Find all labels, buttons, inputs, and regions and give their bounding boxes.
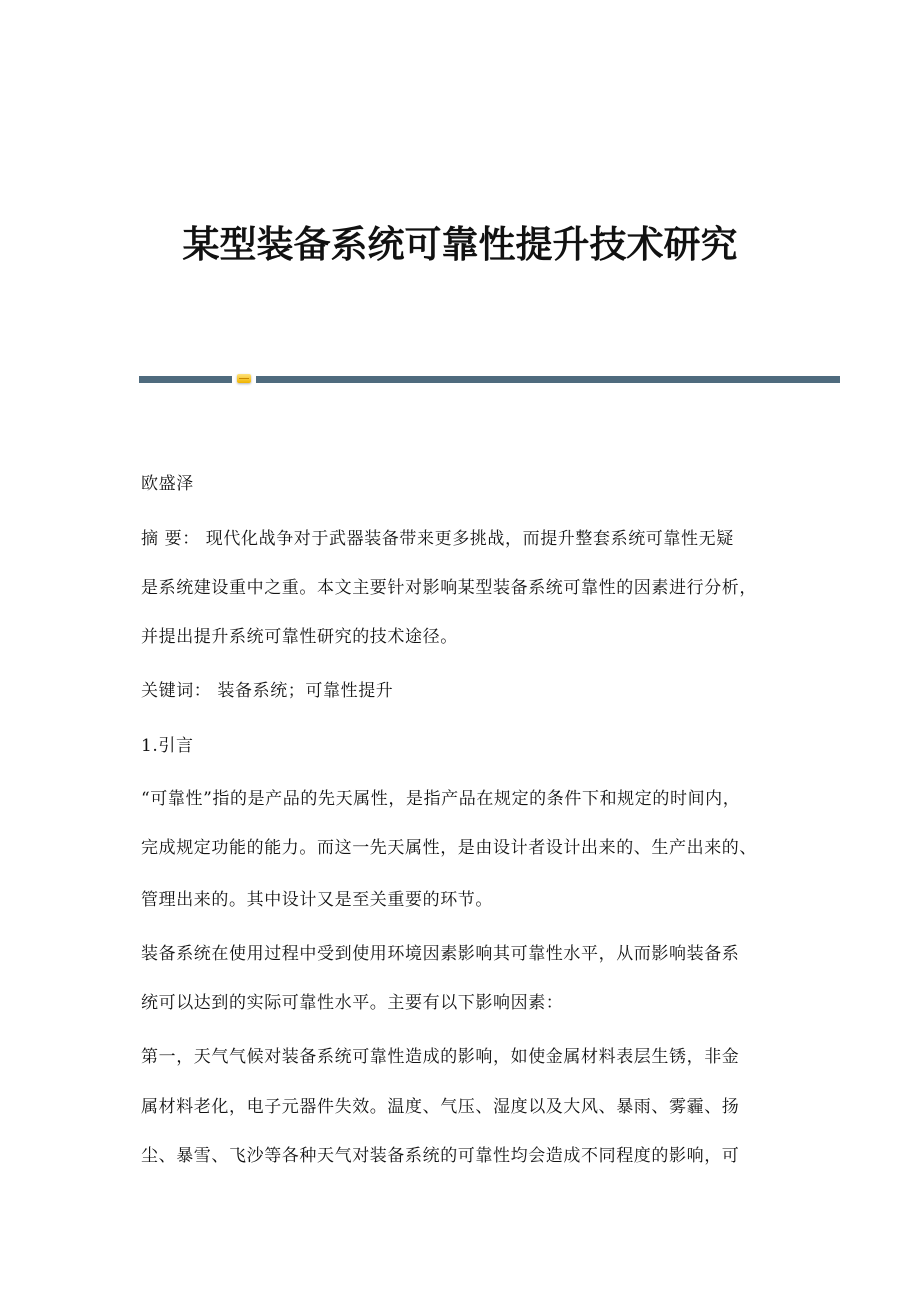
abstract-line: 是系统建设重中之重。本文主要针对影响某型装备系统可靠性的因素进行分析， [141, 578, 757, 598]
body-line: 尘、暴雪、飞沙等各种天气对装备系统的可靠性均会造成不同程度的影响，可 [141, 1146, 740, 1166]
author: 欧盛泽 [141, 474, 194, 494]
rule-badge-icon [237, 374, 251, 383]
abstract-line: 摘 要： 现代化战争对于武器装备带来更多挑战，而提升整套系统可靠性无疑 [141, 529, 734, 549]
keywords: 关键词： 装备系统；可靠性提升 [141, 681, 394, 701]
body-line: 装备系统在使用过程中受到使用环境因素影响其可靠性水平，从而影响装备系 [141, 944, 740, 964]
body-line: “可靠性”指的是产品的先天属性，是指产品在规定的条件下和规定的时间内， [141, 789, 741, 809]
document-title: 某型装备系统可靠性提升技术研究 [182, 222, 738, 266]
section-heading: 1.引言 [141, 736, 194, 756]
body-line: 统可以达到的实际可靠性水平。主要有以下影响因素： [141, 993, 564, 1013]
title-rule-left [139, 376, 232, 383]
body-line: 第一，天气气候对装备系统可靠性造成的影响，如使金属材料表层生锈，非金 [141, 1047, 740, 1067]
body-line: 属材料老化，电子元器件失效。温度、气压、湿度以及大风、暴雨、雾霾、扬 [141, 1097, 740, 1117]
body-line: 完成规定功能的能力。而这一先天属性，是由设计者设计出来的、生产出来的、 [141, 838, 757, 858]
abstract-line: 并提出提升系统可靠性研究的技术途径。 [141, 627, 458, 647]
title-rule-right [256, 376, 840, 383]
body-line: 管理出来的。其中设计又是至关重要的环节。 [141, 890, 493, 910]
